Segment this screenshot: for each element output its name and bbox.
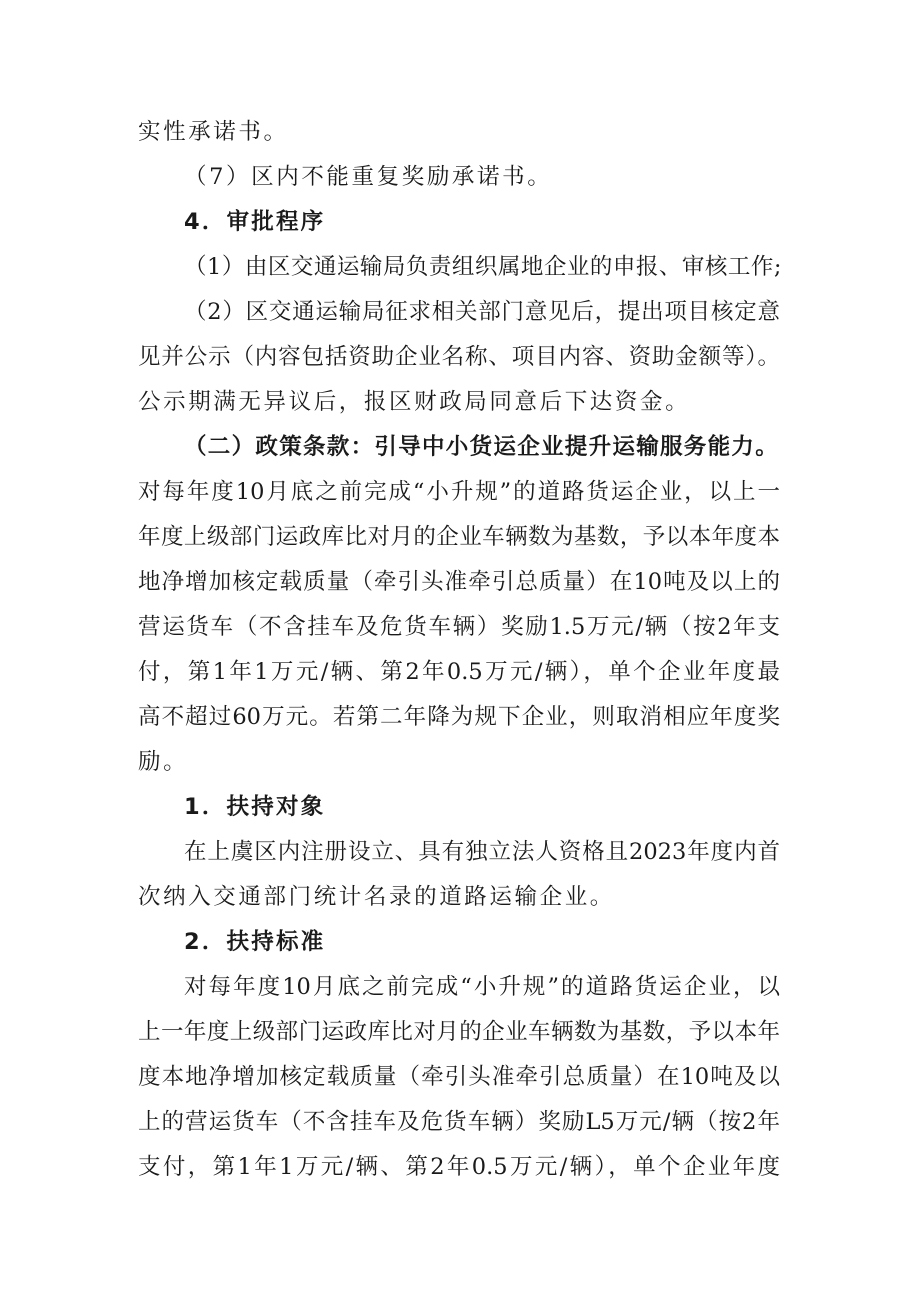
text-line: 高不超过60万元。若第二年降为规下企业，则取消相应年度奖 [138, 704, 780, 730]
text-line: 地净增加核定载质量（牵引头准牵引总质量）在10吨及以上的 [138, 569, 780, 595]
text-line: 次纳入交通部门统计名录的道路运输企业。 [138, 884, 615, 910]
text-line: 付，第1年1万元/辆、第2年0.5万元/辆），单个企业年度最 [138, 659, 780, 685]
text-line: 公示期满无异议后，报区财政局同意后下达资金。 [138, 389, 691, 415]
section-heading: 2．扶持标准 [184, 929, 326, 955]
text-line: 支付，第1年1万元/辆、第2年0.5万元/辆），单个企业年度 [138, 1154, 780, 1180]
section-heading: 4．审批程序 [184, 209, 326, 235]
text-line: 年度上级部门运政库比对月的企业车辆数为基数，予以本年度本 [138, 524, 780, 550]
text-line: 励。 [138, 749, 189, 775]
text-line: 上的营运货车（不含挂车及危货车辆）奖励L5万元/辆（按2年 [138, 1109, 780, 1135]
text-line: 在上虞区内注册设立、具有独立法人资格且2023年度内首 [184, 839, 780, 865]
text-line: 对每年度10月底之前完成“小升规”的道路货运企业，以 [184, 974, 780, 1000]
text-line: （1）由区交通运输局负责组织属地企业的申报、审核工作; [184, 254, 782, 280]
section-heading: （二）政策条款：引导中小货运企业提升运输服务能力。 [184, 434, 780, 460]
text-line: 实性承诺书。 [138, 119, 289, 145]
text-line: 营运货车（不含挂车及危货车辆）奖励1.5万元/辆（按2年支 [138, 614, 780, 640]
text-line: 上一年度上级部门运政库比对月的企业车辆数为基数，予以本年 [138, 1019, 780, 1045]
section-heading: 1．扶持对象 [184, 794, 326, 820]
text-line: （2）区交通运输局征求相关部门意见后，提出项目核定意 [184, 299, 780, 325]
text-line: （7）区内不能重复奖励承诺书。 [184, 164, 553, 190]
text-line: 对每年度10月底之前完成“小升规”的道路货运企业，以上一 [138, 479, 780, 505]
text-line: 度本地净增加核定载质量（牵引头准牵引总质量）在10吨及以 [138, 1064, 780, 1090]
text-line: 见并公示（内容包括资助企业名称、项目内容、资助金额等）。 [138, 344, 780, 370]
